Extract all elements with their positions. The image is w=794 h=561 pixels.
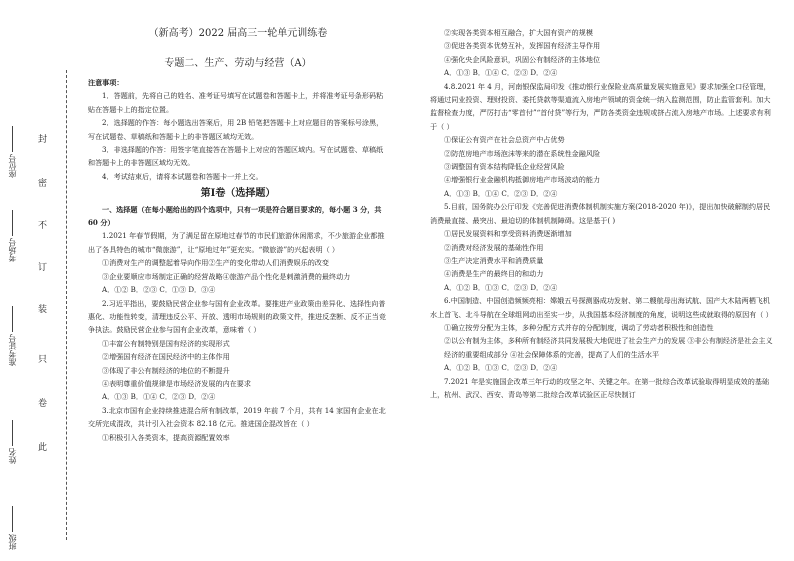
notice-item: 2．选择题的作答：每小题选出答案后，用 2B 铅笔把答题卡上对应题目的答案标号涂黑，写在试题卷、草稿纸和答题卡上的非答题区域均无效。 <box>88 118 384 141</box>
class-field[interactable]: 班级 <box>8 506 17 550</box>
answer-choices: A．①③ B．①④ C．②③ D．②④ <box>444 188 558 198</box>
question-option: ①确立按劳分配为主体，多种分配方式并存的分配制度，调动了劳动者积极性和创造性 <box>444 322 714 332</box>
question-option: ③生产决定消费水平和消费质量 <box>444 255 544 265</box>
exam-room-field[interactable]: 考场号 <box>8 210 17 262</box>
question-option: ①保证公有资产在社会总资产中占优势 <box>444 135 565 145</box>
binding-char: 装 <box>38 305 48 315</box>
question-option: ④强化央企风险意识，巩固公有制经济的主体地位 <box>444 54 601 64</box>
binding-char: 不 <box>38 221 48 231</box>
binding-char: 密 <box>38 179 48 189</box>
answer-choices: A．①③ B．①④ C．②③ D．②④ <box>444 68 558 78</box>
question-5: 5.目前，国务院办公厅印发《完善促进消费体制机制实施方案(2018-2020 年)》，提出加快破解制约居民消费最直接、最突出、最迫切的体制机制障碍。这是基于( ) <box>430 202 771 225</box>
question-option: ①积极引入各类资本，提高资源配置效率 <box>102 432 230 442</box>
question-1: 1.2021 年春节假期，为了满足留在原地过春节的市民们旅游休闲需求，不少旅游企业都推出了各具特色的城市“微旅游”，让“原地过年”更充实。“微旅游”的兴起表明（ ） <box>88 231 385 254</box>
question-option: ①丰富公有制特别是国有经济的实现形式 <box>102 338 230 348</box>
answer-choices: A．①③ B．①④ C．②③ D．②④ <box>102 392 216 402</box>
exam-subtitle: 专题二、生产、劳动与经营（A） <box>164 58 312 69</box>
answer-choices: A．①② B．①③ C．②③ D．②④ <box>444 282 558 292</box>
question-option: ②增强国有经济在国民经济中的主体作用 <box>102 352 230 362</box>
question-3: 3.北京市国有企业持续推进混合所有制改革，2019 年前 7 个月，共有 14 家国有企业在北交所完成混改，共计引入社会资本 82.18 亿元。推进国企混改旨在（ ） <box>88 405 386 429</box>
binding-char: 封 <box>38 135 48 145</box>
left-column <box>88 76 388 444</box>
section-title: 第Ⅰ卷（选择题） <box>200 188 276 200</box>
question-option: ③促进各类资本优势互补，发挥国有经济主导作用 <box>444 41 601 51</box>
section-instruction: 一、选择题（在每小题给出的四个选项中，只有一项是符合题目要求的，每小题 3 分，共 60 分） <box>88 204 382 228</box>
question-option: ④增强银行业金融机构抵御房地产市场波动的能力 <box>444 175 601 185</box>
question-option: ③调整国有资本结构降低企业经营风险 <box>444 162 565 172</box>
question-2: 2.习近平指出，要鼓励民营企业参与国有企业改革。要推进产业政策由差异化、选择性向普惠化、功能性转变，清理违反公平、开放、透明市场规则的政策文件，推进反垄断、反不正当竞争执法。鼓励民营企业参与国有企业改革，意味着（ ） <box>88 298 386 335</box>
question-option: ②消费对经济发展的基础性作用 <box>444 242 544 252</box>
seat-number-field[interactable]: 座位号 <box>8 126 17 178</box>
binding-char: 此 <box>38 443 48 453</box>
question-7: 7.2021 年是实施国企改革三年行动的攻坚之年、关键之年。在第一批综合改革试验取得明显成效的基础上，杭州、武汉、西安、青岛等第二批综合改革试验区正尽快制订 <box>430 376 770 399</box>
exam-title: （新高考）2022 届高三一轮单元训练卷 <box>148 28 328 39</box>
notice-item: 4．考试结束后，请将本试题卷和答题卡一并上交。 <box>102 171 263 181</box>
binding-char: 只 <box>38 355 48 365</box>
question-option: ②防范房地产市场泡沫等来的潜在系统性金融风险 <box>444 148 601 158</box>
binding-dashed-line <box>66 70 67 540</box>
ticket-number-field[interactable]: 准考证号 <box>8 306 17 366</box>
name-field[interactable]: 姓名 <box>8 420 17 464</box>
binding-char: 卷 <box>38 399 48 409</box>
question-option: ④表明尊重价值规律是市场经济发展的内在要求 <box>102 378 251 388</box>
answer-choices: A．①② B．②③ C．①③ D．③④ <box>102 285 216 295</box>
question-option: ①居民发展资料和享受资料消费逐渐增加 <box>444 229 572 239</box>
question-option: ④消费是生产的最终目的和动力 <box>444 269 544 279</box>
question-4: 4.8.2021 年 4 月，河南银保监局印发《推动银行业保险业高质量发展实施意见》要求加强全口径管理，将通过同业投资、理财投资、委托贷款等渠道流入房地产领域的资金统一纳入监测范围，防止监管套利。加大监督检查力度，严厉打击“零首付”“首付贷”等行为，严防各类资金违规或挤占流入房地产市场。上述要求有利于（ ） <box>430 81 771 131</box>
question-option: ①消费对生产的调整起着导向作用②生产的变化带动人们消费娱乐的改变 <box>102 258 329 268</box>
notice-heading: 注意事项： <box>88 78 124 87</box>
notice-item: 1．答题前，先将自己的姓名、准考证号填写在试题卷和答题卡上，并将准考证号条形码粘贴在答题卡上的指定位置。 <box>88 91 384 114</box>
question-option: ③企业要顺应市场制定正确的经营战略④旅游产品个性化是刺激消费的最终动力 <box>102 271 351 281</box>
question-option: ②实现各类资本相互融合，扩大国有资产的规模 <box>444 28 593 37</box>
question-option: ③体现了非公有制经济的地位的不断提升 <box>102 365 230 375</box>
right-column <box>430 26 775 401</box>
binding-char: 订 <box>38 263 48 273</box>
binding-margin <box>0 0 66 561</box>
answer-choices: A．①② B．①③ C．②③ D．②④ <box>444 363 558 373</box>
question-option: ②以公有制为主体，多种所有制经济共同发展极大地促进了社会生产力的发展 ③非公有制经济是社会主义经济的重要组成部分 ④社会保障体系的完善，提高了人们的生活水平 <box>444 336 773 359</box>
question-6: 6.中国制造、中国创造频频亮相：嫦娥五号探测器成功发射、第二艘航母出海试航、国产大木陆两栖飞机水上首飞、北斗导航在全球组网动出至实一步，从我国基本经济制度的角度，说明这些成就取得的原因有（ ） <box>430 296 773 319</box>
notice-item: 3．非选择题的作答：用签字笔直接答在答题卡上对应的答题区域内。写在试题卷、草稿纸和答题卡上的非答题区域均无效。 <box>88 145 384 168</box>
